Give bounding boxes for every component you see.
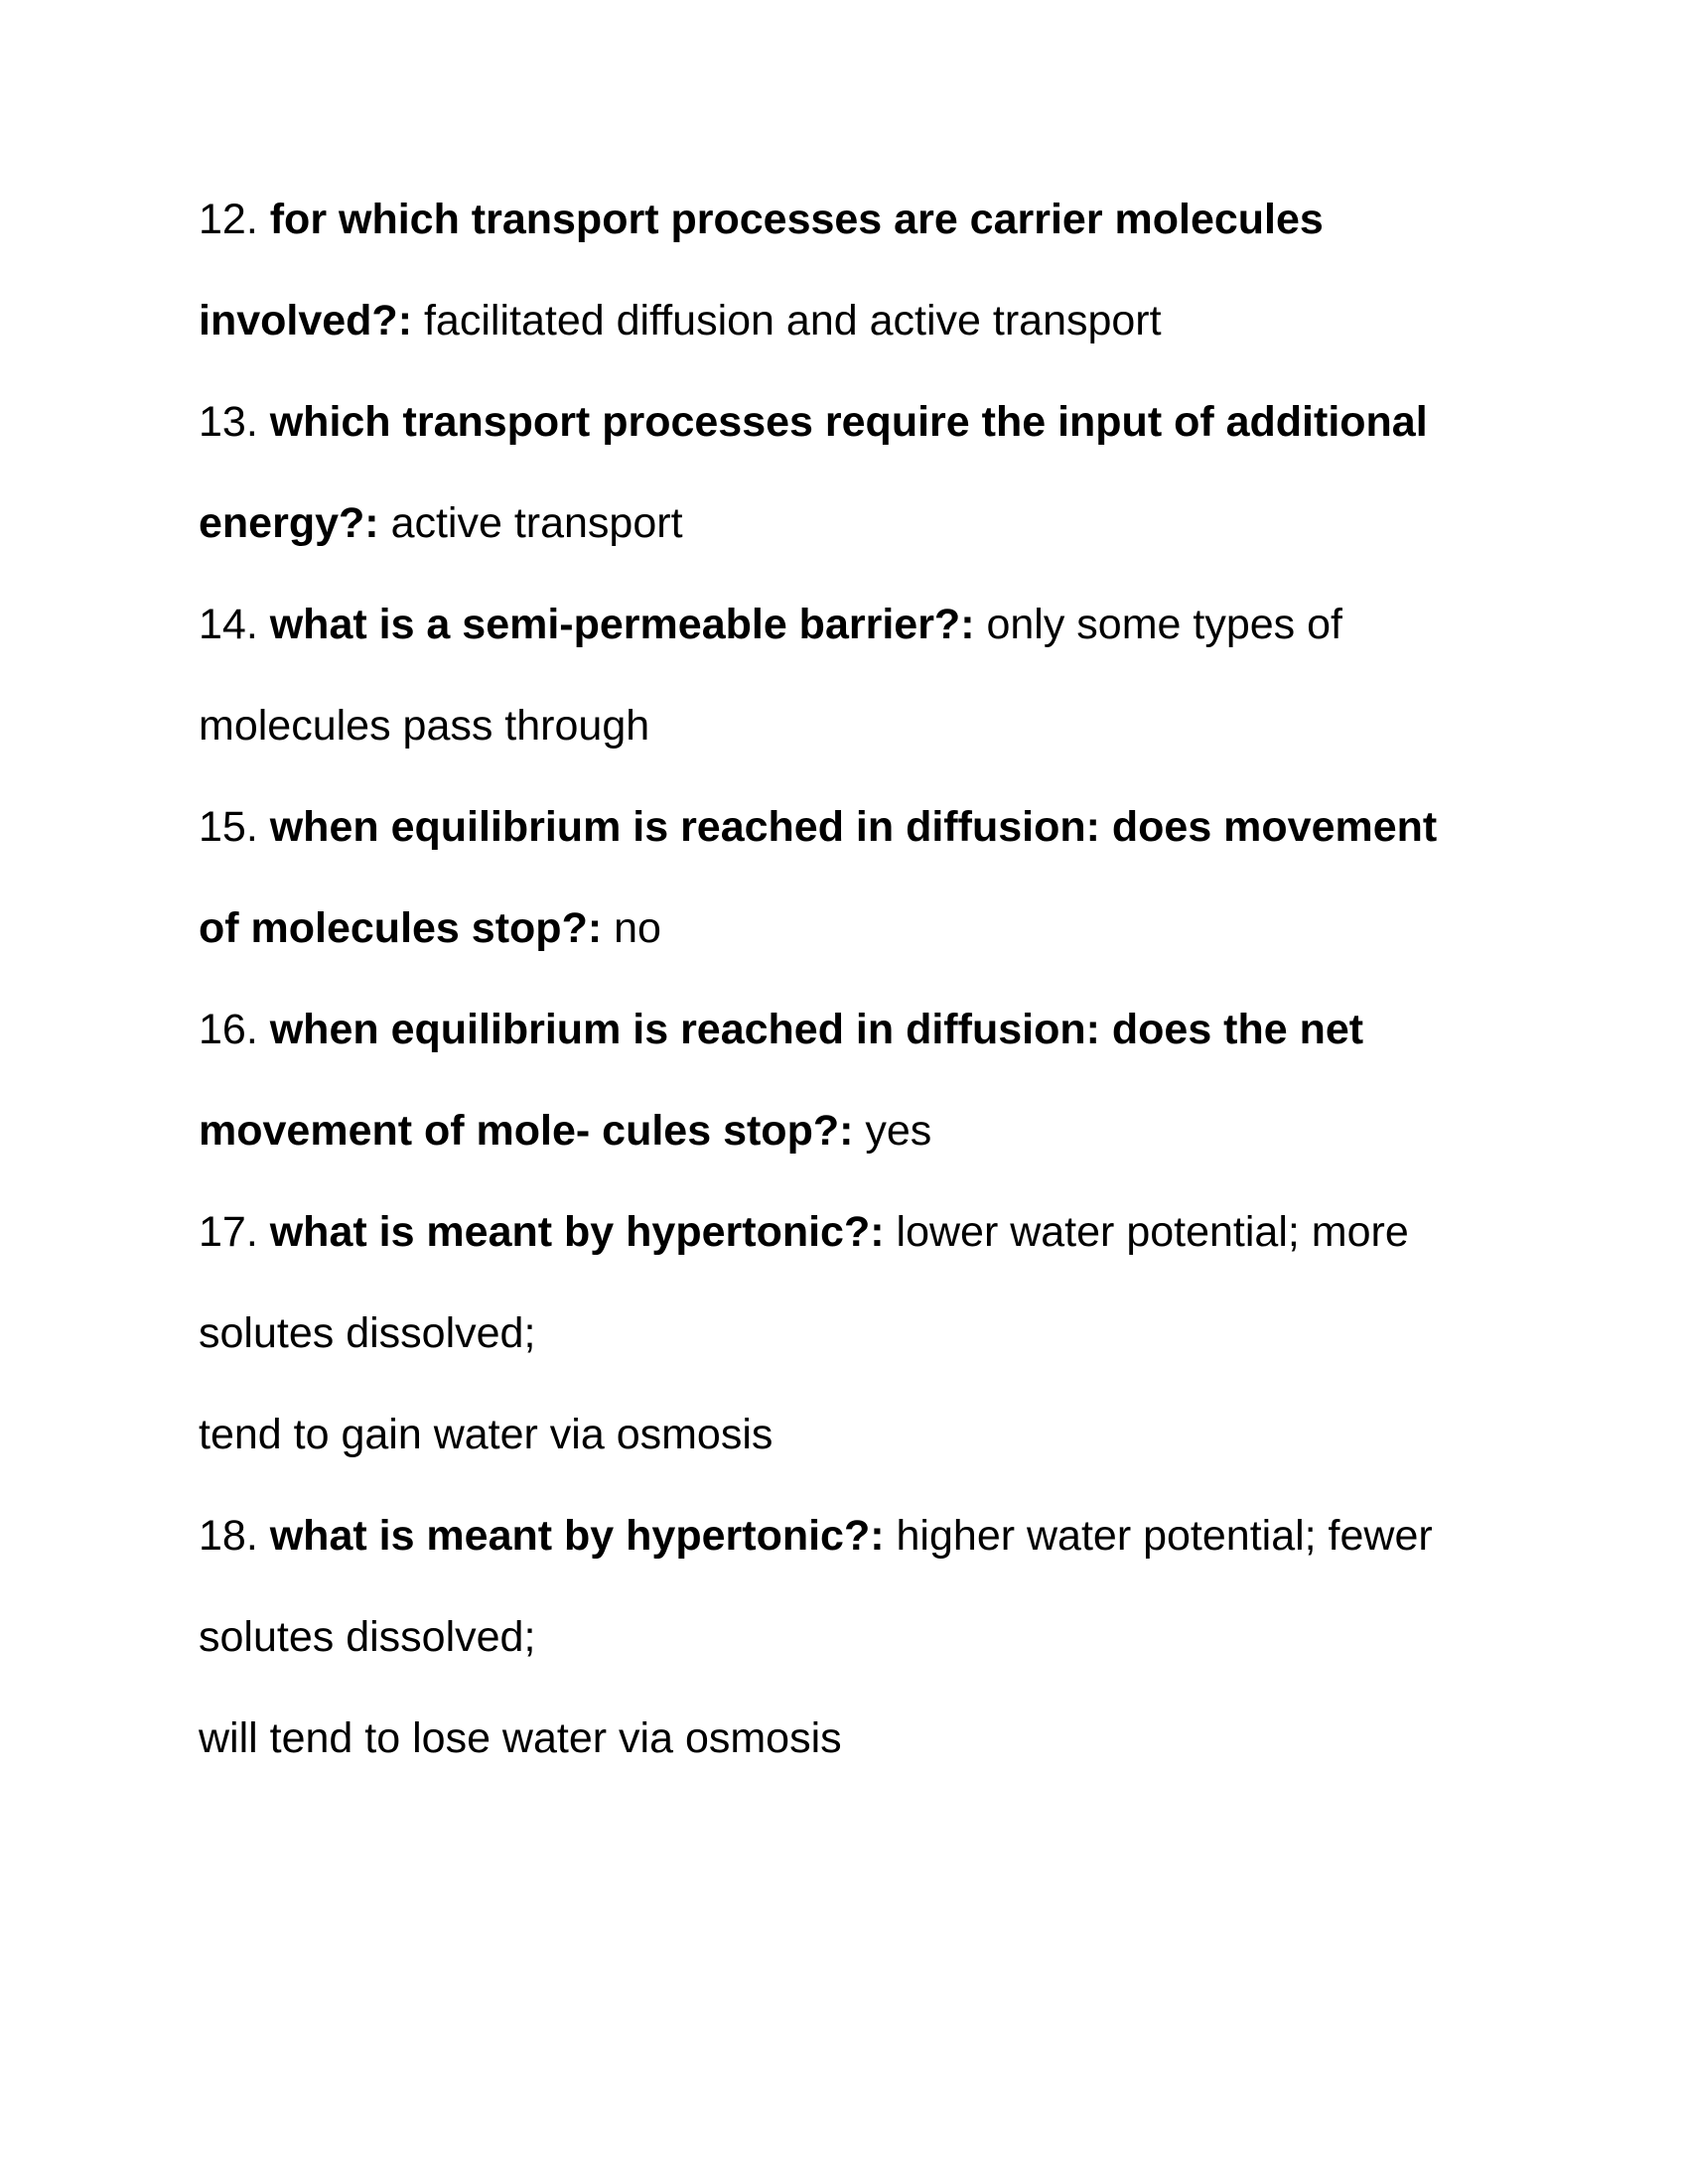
item-12-line-1: [199, 169, 1509, 270]
item-number: 12.: [199, 196, 258, 243]
item-14-line-2: [199, 675, 1509, 776]
question-text: when equilibrium is reached in diffusion: does movement: [269, 803, 1438, 851]
item-number: 17.: [199, 1208, 258, 1256]
answer-text: only some types of: [986, 601, 1342, 648]
item-13-line-2: [199, 473, 1509, 574]
question-text: involved?:: [199, 297, 413, 344]
question-text: what is a semi-permeable barrier?:: [269, 601, 975, 648]
answer-text: solutes dissolved;: [199, 1309, 536, 1357]
question-text: what is meant by hypertonic?:: [269, 1512, 885, 1560]
answer-text: yes: [865, 1107, 932, 1155]
item-17-line-3: [199, 1384, 1509, 1485]
item-16-line-2: [199, 1080, 1509, 1181]
question-text: for which transport processes are carrier molecules: [269, 196, 1324, 243]
item-18-line-2: [199, 1586, 1509, 1688]
item-15-line-1: [199, 776, 1509, 878]
item-18-line-3: [199, 1688, 1509, 1789]
answer-text: tend to gain water via osmosis: [199, 1411, 774, 1458]
item-number: 18.: [199, 1512, 258, 1560]
item-number: 14.: [199, 601, 258, 648]
item-14-line-1: [199, 574, 1509, 675]
question-text: which transport processes require the input of additional: [269, 398, 1428, 446]
item-number: 16.: [199, 1006, 258, 1053]
question-text: when equilibrium is reached in diffusion: does the net: [269, 1006, 1364, 1053]
question-text: energy?:: [199, 499, 379, 547]
item-15-line-2: [199, 878, 1509, 979]
item-18-line-1: [199, 1485, 1509, 1586]
answer-text: lower water potential; more: [896, 1208, 1409, 1256]
item-12-line-2: [199, 270, 1509, 371]
item-17-line-2: [199, 1283, 1509, 1384]
answer-text: will tend to lose water via osmosis: [199, 1714, 842, 1762]
answer-text: solutes dissolved;: [199, 1613, 536, 1661]
answer-text: higher water potential; fewer: [896, 1512, 1433, 1560]
item-number: 13.: [199, 398, 258, 446]
question-text: of molecules stop?:: [199, 904, 603, 952]
item-13-line-1: [199, 371, 1509, 473]
answer-text: molecules pass through: [199, 702, 650, 750]
flashcard-page: [199, 169, 1509, 1789]
question-text: movement of mole- cules stop?:: [199, 1107, 854, 1155]
answer-text: active transport: [390, 499, 683, 547]
answer-text: facilitated diffusion and active transport: [423, 297, 1162, 344]
question-text: what is meant by hypertonic?:: [269, 1208, 885, 1256]
item-17-line-1: [199, 1181, 1509, 1283]
item-number: 15.: [199, 803, 258, 851]
answer-text: no: [614, 904, 661, 952]
item-16-line-1: [199, 979, 1509, 1080]
